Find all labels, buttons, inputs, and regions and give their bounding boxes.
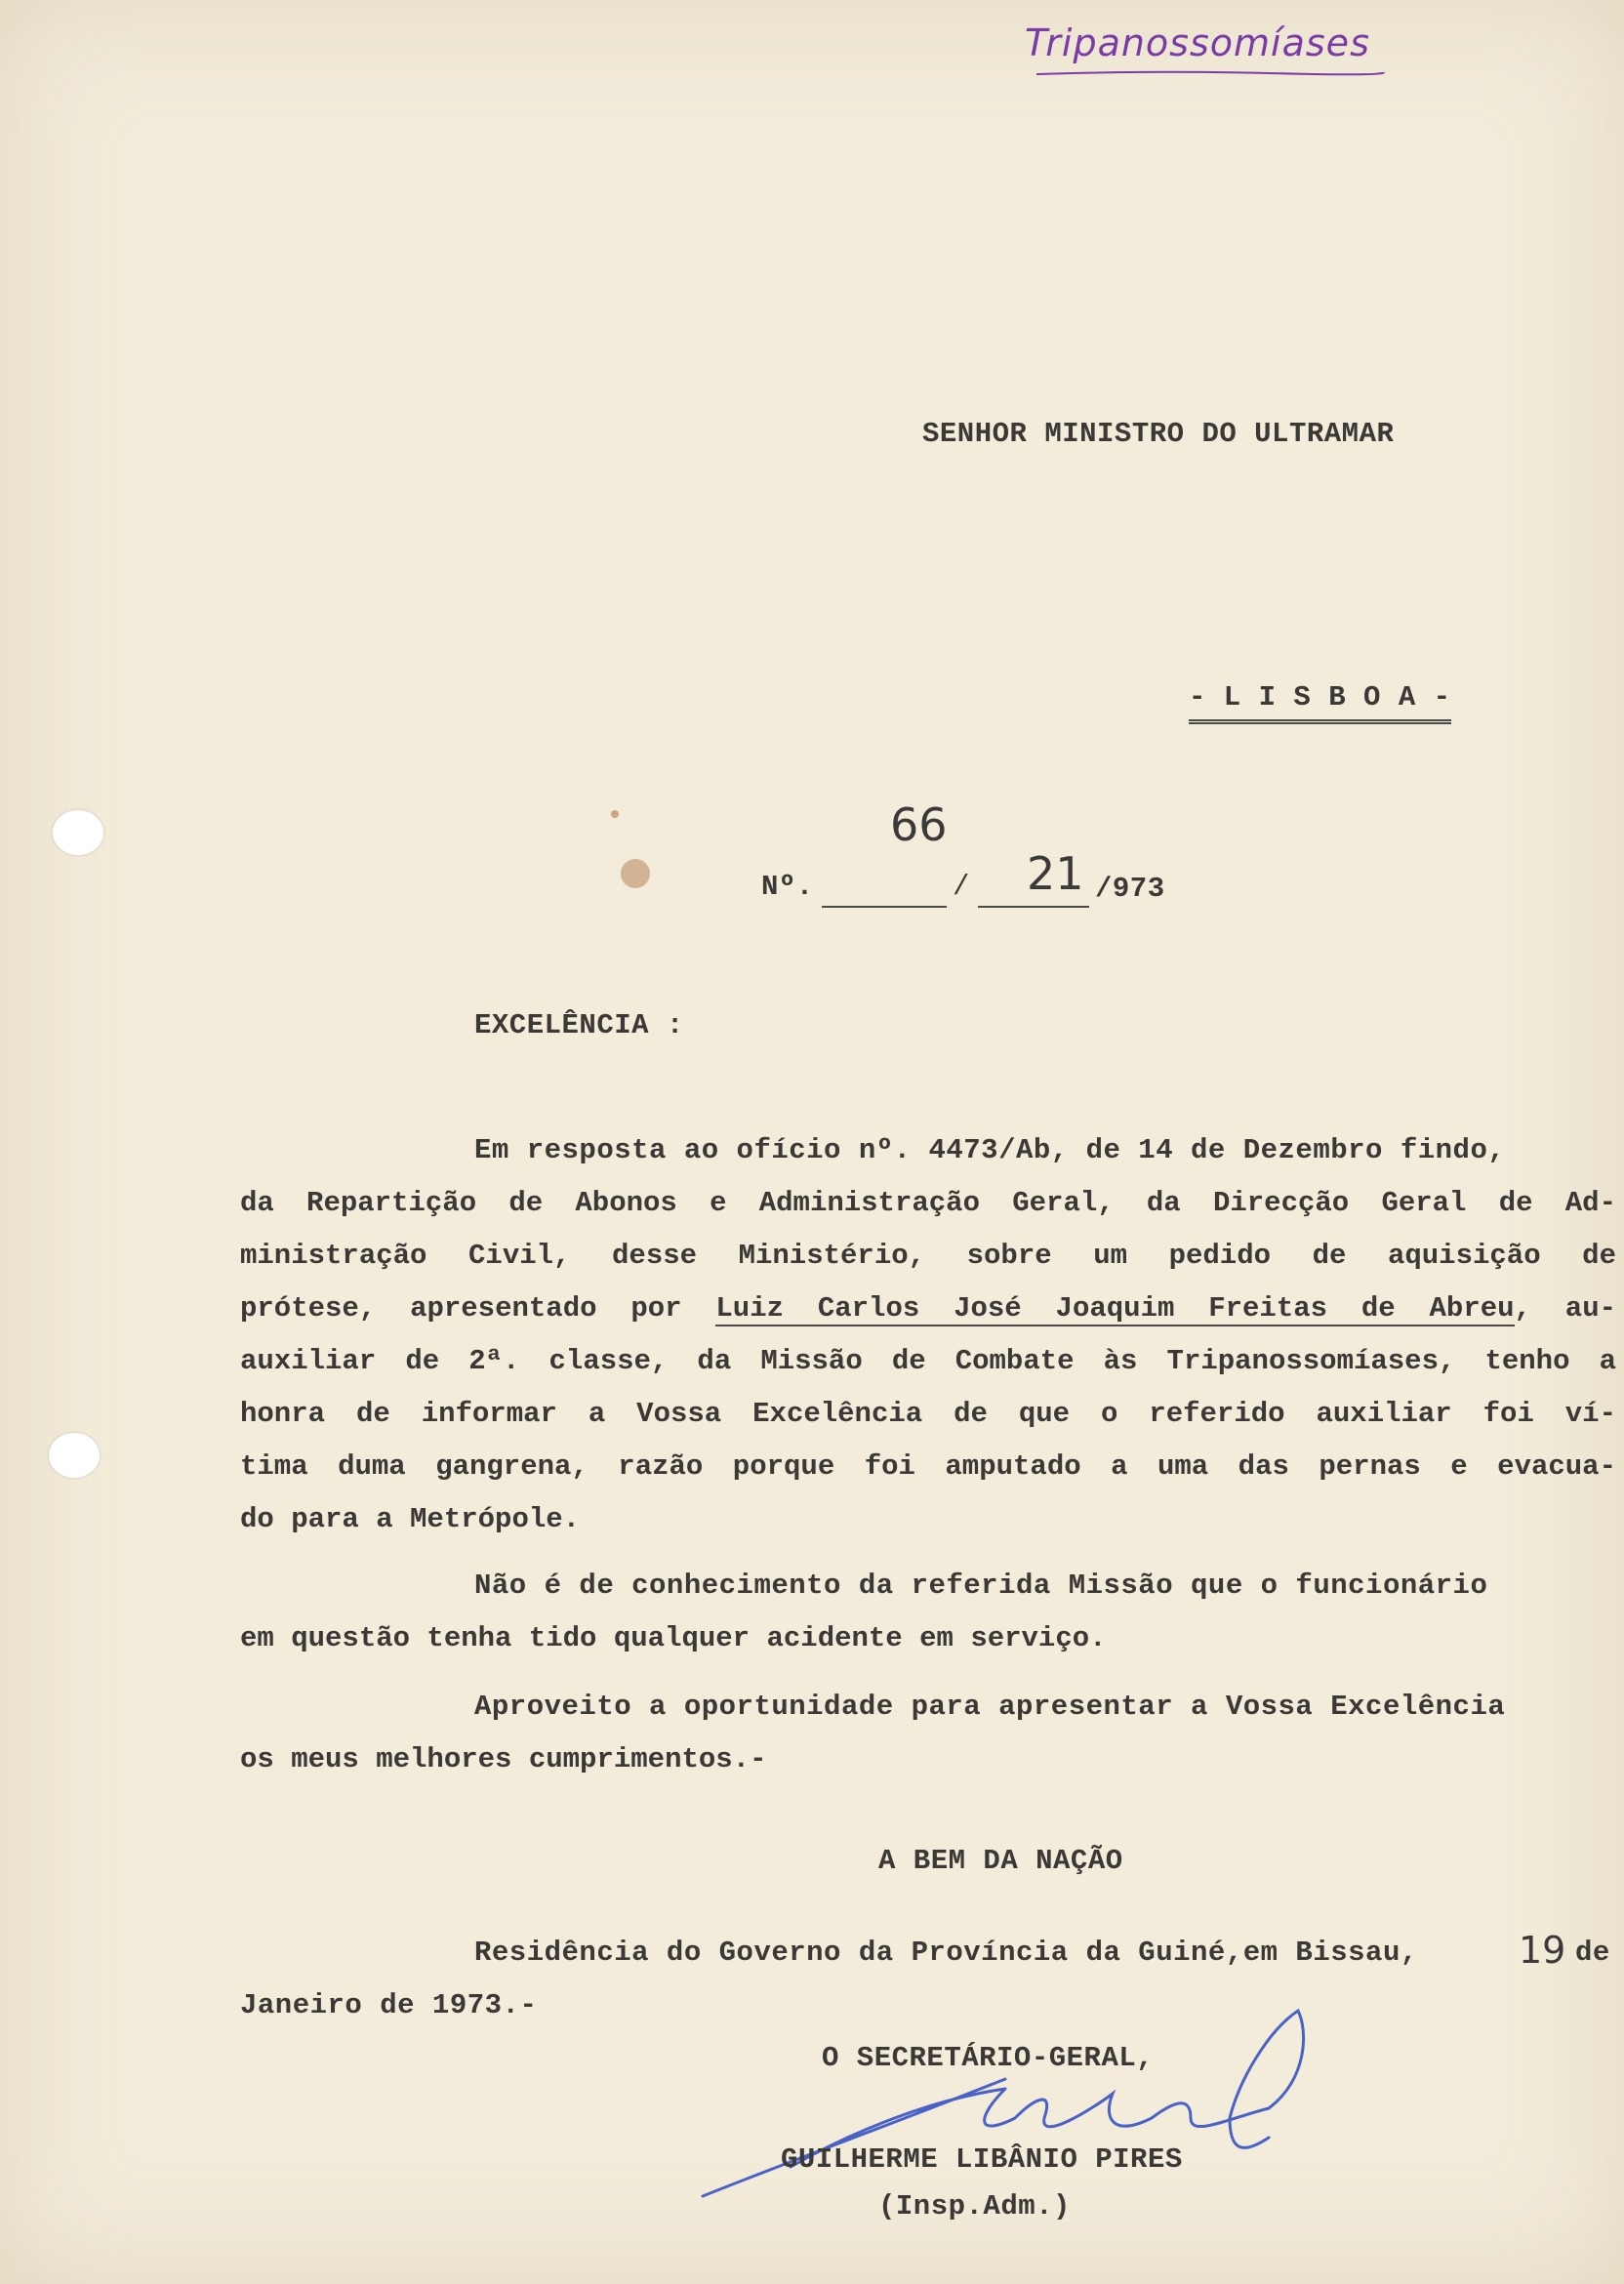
body-line: do para a Metrópole. <box>240 1503 581 1535</box>
closing-motto: A BEM DA NAÇÃO <box>878 1845 1123 1877</box>
signatory-name: GUILHERME LIBÂNIO PIRES <box>781 2143 1183 2176</box>
reference-number-mid: 21 <box>1027 847 1084 900</box>
body-line-end: , au- <box>1514 1292 1616 1325</box>
reference-slash: / <box>953 871 970 903</box>
body-line: honra de informar a Vossa Excelência de que o referido auxiliar foi ví- <box>240 1398 1616 1430</box>
punch-hole-bottom <box>49 1433 100 1478</box>
body-line-start: prótese, apresentado por <box>240 1292 716 1325</box>
salutation: EXCELÊNCIA : <box>474 1009 684 1041</box>
addressee: SENHOR MINISTRO DO ULTRAMAR <box>922 418 1395 450</box>
reference-number-top: 66 <box>890 798 948 851</box>
city: - L I S B O A - <box>1189 681 1451 724</box>
body-line: Não é de conhecimento da referida Missão que o funcionário <box>474 1570 1488 1602</box>
signature <box>683 1972 1318 2225</box>
place-date-line: Residência do Governo da Província da Guiné,em Bissau, <box>474 1937 1418 1969</box>
punch-hole-top <box>53 810 103 855</box>
body-line: ministração Civil, desse Ministério, sobre um pedido de aquisição de <box>240 1240 1616 1272</box>
body-line: Aproveito a oportunidade para apresentar a Vossa Excelência <box>474 1691 1506 1723</box>
stain-spot <box>611 810 619 818</box>
body-line: os meus melhores cumprimentos.- <box>240 1743 767 1775</box>
body-line: em questão tenha tido qualquer acidente em serviço. <box>240 1622 1107 1654</box>
handwritten-day: 19 <box>1519 1929 1566 1972</box>
employee-name: Luiz Carlos José Joaquim Freitas de Abreu <box>715 1292 1515 1325</box>
body-line: auxiliar de 2ª. classe, da Missão de Combate às Tripanossomíases, tenho a <box>240 1345 1616 1377</box>
body-line: da Repartição de Abonos e Administração Geral, da Direcção Geral de Ad- <box>240 1187 1616 1219</box>
stain-blot <box>621 859 650 888</box>
signatory-title: O SECRETÁRIO-GERAL, <box>822 2042 1155 2074</box>
reference-blank <box>822 906 947 908</box>
body-line-with-name <box>240 1292 1616 1325</box>
reference-blank-2 <box>978 906 1089 908</box>
body-line: tima duma gangrena, razão porque foi amputado a uma das pernas e evacua- <box>240 1450 1616 1483</box>
annotation-underline <box>1035 68 1386 78</box>
body-line: Em resposta ao ofício nº. 4473/Ab, de 14 de Dezembro findo, <box>474 1134 1506 1166</box>
place-date-de: de <box>1575 1937 1610 1969</box>
handwritten-annotation: Tripanossomíases <box>1025 21 1370 64</box>
reference-year: /973 <box>1095 873 1165 905</box>
reference-label: Nº. <box>761 871 814 903</box>
signatory-role: (Insp.Adm.) <box>878 2190 1071 2223</box>
place-date-line-2: Janeiro de 1973.- <box>240 1989 538 2021</box>
